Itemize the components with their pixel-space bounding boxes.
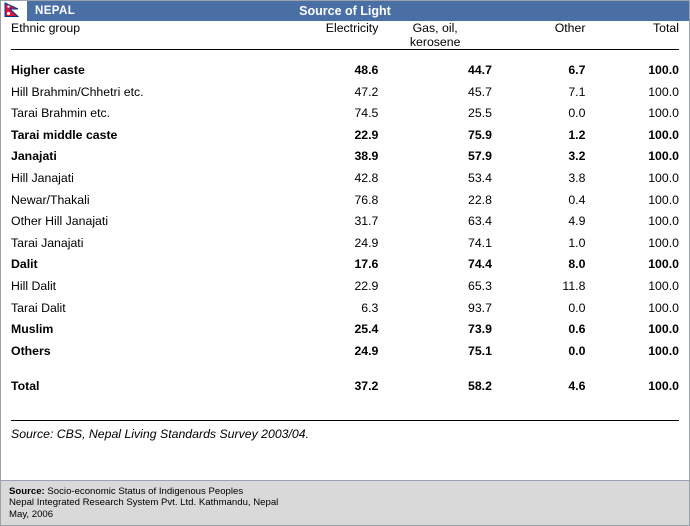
cell-total: 100.0 bbox=[648, 192, 679, 207]
cell-electricity: 22.9 bbox=[354, 278, 379, 293]
footer-source-label: Source: bbox=[9, 485, 45, 497]
cell-total: 100.0 bbox=[648, 257, 679, 272]
table-row bbox=[11, 211, 679, 233]
cell-electricity: 47.2 bbox=[354, 84, 379, 99]
cell-other: 8.0 bbox=[568, 257, 586, 272]
table-row bbox=[11, 103, 679, 125]
cell-total: 100.0 bbox=[648, 84, 679, 99]
cell-electricity: 42.8 bbox=[354, 170, 379, 185]
cell-gas: 73.9 bbox=[468, 322, 492, 337]
cell-gas: 45.7 bbox=[468, 84, 492, 99]
footer-line-3: May, 2006 bbox=[9, 508, 54, 520]
total-spacer-row bbox=[11, 362, 679, 376]
cell-total: 100.0 bbox=[648, 278, 679, 293]
cell-electricity: 24.9 bbox=[354, 343, 379, 358]
cell-electricity: 48.6 bbox=[354, 63, 379, 77]
row-label: Newar/Thakali bbox=[11, 192, 90, 207]
cell-other: 1.0 bbox=[568, 235, 586, 250]
cell-other: 3.8 bbox=[568, 170, 586, 185]
column-header-gas-line2: kerosene bbox=[409, 35, 461, 49]
table-head bbox=[11, 21, 679, 50]
cell-electricity: 25.4 bbox=[354, 322, 379, 337]
cell-total: 100.0 bbox=[648, 379, 679, 394]
cell-other: 7.1 bbox=[568, 84, 586, 99]
cell-total: 100.0 bbox=[648, 170, 679, 185]
row-label: Others bbox=[11, 343, 51, 358]
table-row bbox=[11, 190, 679, 212]
column-header-other: Other bbox=[554, 21, 586, 35]
cell-electricity: 17.6 bbox=[354, 257, 379, 272]
cell-other: 11.8 bbox=[562, 278, 586, 293]
table-row bbox=[11, 298, 679, 320]
cell-gas: 58.2 bbox=[468, 379, 492, 394]
source-note: Source: CBS, Nepal Living Standards Survey 2003/04. bbox=[11, 426, 310, 441]
table-total-row bbox=[11, 376, 679, 398]
page-title: Source of Light bbox=[299, 4, 391, 18]
row-label: Tarai Janajati bbox=[11, 235, 84, 250]
row-label: Higher caste bbox=[11, 63, 85, 77]
cell-electricity: 31.7 bbox=[354, 214, 379, 229]
cell-electricity: 74.5 bbox=[354, 106, 379, 121]
cell-gas: 53.4 bbox=[468, 170, 492, 185]
cell-other: 3.2 bbox=[568, 149, 586, 164]
table-body bbox=[11, 50, 679, 421]
cell-total: 100.0 bbox=[648, 106, 679, 121]
cell-other: 6.7 bbox=[568, 63, 586, 77]
column-header-electricity: Electricity bbox=[325, 21, 379, 35]
cell-other: 4.6 bbox=[568, 379, 586, 394]
cell-gas: 63.4 bbox=[468, 214, 492, 229]
table-container bbox=[1, 21, 689, 421]
cell-total: 100.0 bbox=[648, 300, 679, 315]
table-row bbox=[11, 146, 679, 168]
cell-gas: 74.4 bbox=[468, 257, 492, 272]
row-label: Hill Janajati bbox=[11, 170, 74, 185]
column-header-gas-oil-kerosene bbox=[378, 21, 492, 49]
country-label: NEPAL bbox=[35, 5, 76, 17]
cell-other: 0.4 bbox=[568, 192, 586, 207]
table-row bbox=[11, 82, 679, 104]
cell-other: 0.6 bbox=[568, 322, 586, 337]
footer-source-title: Socio-economic Status of Indigenous Peoples bbox=[44, 485, 244, 497]
row-label: Dalit bbox=[11, 257, 38, 272]
table-row bbox=[11, 168, 679, 190]
cell-gas: 75.9 bbox=[468, 127, 492, 142]
source-of-light-table bbox=[11, 21, 679, 421]
row-label: Tarai middle caste bbox=[11, 127, 118, 142]
row-label: Tarai Dalit bbox=[11, 300, 66, 315]
table-row bbox=[11, 125, 679, 147]
cell-total: 100.0 bbox=[648, 343, 679, 358]
column-header-ethnic-group: Ethnic group bbox=[11, 21, 81, 35]
cell-gas: 74.1 bbox=[468, 235, 492, 250]
footer-credits bbox=[1, 480, 689, 526]
table-row bbox=[11, 341, 679, 363]
cell-gas: 25.5 bbox=[468, 106, 492, 121]
column-header-gas-line1: Gas, oil, bbox=[412, 21, 458, 35]
cell-gas: 44.7 bbox=[468, 63, 492, 77]
cell-gas: 22.8 bbox=[468, 192, 492, 207]
table-row bbox=[11, 276, 679, 298]
nepal-flag-icon bbox=[1, 1, 27, 21]
cell-electricity: 76.8 bbox=[354, 192, 379, 207]
cell-gas: 57.9 bbox=[468, 149, 492, 164]
table-row bbox=[11, 60, 679, 82]
cell-gas: 75.1 bbox=[468, 343, 492, 358]
cell-gas: 93.7 bbox=[468, 300, 492, 315]
cell-total: 100.0 bbox=[648, 322, 679, 337]
cell-total: 100.0 bbox=[648, 214, 679, 229]
cell-total: 100.0 bbox=[648, 63, 679, 77]
footer-line-1 bbox=[9, 486, 681, 498]
table-row bbox=[11, 319, 679, 341]
cell-electricity: 6.3 bbox=[361, 300, 379, 315]
table-row bbox=[11, 254, 679, 276]
cell-electricity: 22.9 bbox=[354, 127, 379, 142]
title-bar bbox=[1, 1, 689, 21]
row-label: Other Hill Janajati bbox=[11, 214, 109, 229]
top-spacer-row bbox=[11, 50, 679, 61]
cell-other: 0.0 bbox=[568, 106, 586, 121]
cell-other: 0.0 bbox=[568, 343, 586, 358]
row-label: Muslim bbox=[11, 322, 54, 337]
row-label: Total bbox=[11, 379, 40, 394]
row-label: Hill Brahmin/Chhetri etc. bbox=[11, 84, 144, 99]
column-header-total: Total bbox=[653, 21, 679, 35]
cell-electricity: 37.2 bbox=[354, 379, 379, 394]
row-label: Hill Dalit bbox=[11, 278, 57, 293]
row-label: Tarai Brahmin etc. bbox=[11, 106, 111, 121]
cell-total: 100.0 bbox=[648, 235, 679, 250]
table-row bbox=[11, 233, 679, 255]
cell-other: 1.2 bbox=[568, 127, 586, 142]
cell-electricity: 24.9 bbox=[354, 235, 379, 250]
table-header-row bbox=[11, 21, 679, 49]
cell-electricity: 38.9 bbox=[354, 149, 379, 164]
cell-total: 100.0 bbox=[648, 149, 679, 164]
cell-total: 100.0 bbox=[648, 127, 679, 142]
cell-other: 0.0 bbox=[568, 300, 586, 315]
footer-line-2: Nepal Integrated Research System Pvt. Ltd. Kathmandu, Nepal bbox=[9, 497, 279, 508]
row-label: Janajati bbox=[11, 149, 57, 164]
bottom-rule-row bbox=[11, 398, 679, 420]
cell-other: 4.9 bbox=[568, 214, 586, 229]
cell-gas: 65.3 bbox=[468, 278, 492, 293]
